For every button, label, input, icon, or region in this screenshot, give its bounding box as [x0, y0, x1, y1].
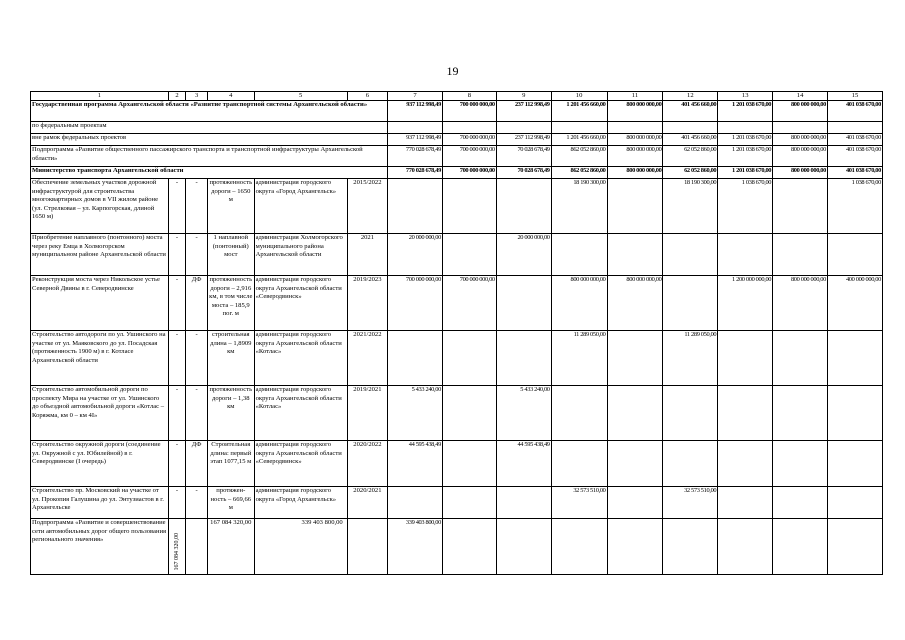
amount-cell: 800 000 000,00 [607, 101, 663, 122]
summary-row [31, 146, 883, 167]
amount-cell: 70 028 678,49 [496, 167, 551, 179]
column-header: 3 [186, 92, 208, 101]
amount-cell [551, 441, 607, 487]
amount-cell: 937 112 998,49 [388, 101, 443, 122]
object-capacity: 1 наплавной (понтонный) мост [208, 234, 255, 276]
amount-cell [718, 441, 773, 487]
page-number: 19 [446, 64, 459, 78]
amount-cell [773, 331, 828, 386]
amount-cell: 770 028 678,49 [388, 146, 443, 167]
object-period: 2020/2021 [347, 487, 387, 519]
amount-cell: 18 190 300,00 [663, 179, 718, 234]
amount-cell: 5 433 240,00 [388, 386, 443, 441]
table-row [31, 441, 883, 487]
amount-cell [663, 234, 718, 276]
object-period: 2015/2022 [347, 179, 387, 234]
table-row [31, 487, 883, 519]
amount-cell: 1 201 038 670,00 [718, 134, 773, 146]
amount-cell: 1 201 038 670,00 [718, 167, 773, 179]
summary-row [31, 122, 883, 134]
table-row [31, 519, 883, 575]
object-customer: администрация городского округа Архангельской области «Северодвинск» [254, 441, 347, 487]
amount-cell [388, 331, 443, 386]
column-header: 5 [254, 92, 347, 101]
amount-cell [828, 234, 883, 276]
amount-cell: 1 201 456 660,00 [551, 134, 607, 146]
object-period: 2019/2021 [347, 386, 387, 441]
summary-label: Государственная программа Архангельской области «Развитие транспортной системы Архангельской области» [31, 101, 388, 122]
vertical-amount-cell [168, 519, 186, 575]
amount-cell [496, 122, 551, 134]
amount-cell [773, 234, 828, 276]
cell-col3: - [186, 179, 208, 234]
amount-cell: 20 000 000,00 [388, 234, 443, 276]
amount-cell: 339 403 800,00 [388, 519, 443, 575]
amount-cell [828, 386, 883, 441]
cell-col3: - [186, 487, 208, 519]
amount-cell: 700 000 000,00 [442, 134, 496, 146]
amount-cell: 237 112 998,49 [496, 134, 551, 146]
amount-cell [718, 386, 773, 441]
amount-cell: 700 000 000,00 [442, 167, 496, 179]
column-header: 13 [718, 92, 773, 101]
amount-cell: 401 038 670,00 [828, 134, 883, 146]
amount-cell [828, 487, 883, 519]
amount-cell [663, 386, 718, 441]
amount-cell: 400 000 000,00 [828, 276, 883, 331]
cell-col3: - [186, 234, 208, 276]
amount-cell [607, 441, 663, 487]
amount-cell [607, 487, 663, 519]
table-cell [607, 519, 663, 575]
amount-cell: 401 038 670,00 [828, 101, 883, 122]
amount-cell: 1 038 670,00 [828, 179, 883, 234]
amount-cell [388, 122, 443, 134]
amount-cell [388, 487, 443, 519]
object-name: Строительство окружной дороги (соединение ул. Окружной с ул. Юбилейной) в г. Северодвинске (I очередь) [31, 441, 169, 487]
object-period: 2021 [347, 234, 387, 276]
amount-cell: 800 000 000,00 [773, 146, 828, 167]
amount-cell [718, 234, 773, 276]
amount-cell: 70 028 678,49 [496, 146, 551, 167]
column-header: 2 [168, 92, 186, 101]
object-customer: администрация городского округа «Город Архангельск» [254, 179, 347, 234]
amount-cell: 62 052 860,00 [663, 146, 718, 167]
amount-cell [773, 487, 828, 519]
amount-cell [496, 487, 551, 519]
object-period: 2019/2023 [347, 276, 387, 331]
amount-cell [496, 331, 551, 386]
amount-cell [773, 386, 828, 441]
summary-row [31, 101, 883, 122]
cell-col2: - [168, 276, 186, 331]
table-cell [663, 519, 718, 575]
amount-cell [773, 122, 828, 134]
object-customer: администрация городского округа Архангельской области «Котлас» [254, 386, 347, 441]
amount-cell: 800 000 000,00 [607, 146, 663, 167]
object-capacity: строительная длина – 1,8909 км [208, 331, 255, 386]
column-header: 8 [442, 92, 496, 101]
column-header: 9 [496, 92, 551, 101]
amount-cell: 401 038 670,00 [828, 146, 883, 167]
amount-cell [663, 441, 718, 487]
amount-cell: 800 000 000,00 [607, 134, 663, 146]
object-name: Приобретение наплавного (понтонного) моста через реку Емца в Холмогорском муниципальном районе Архангельской области [31, 234, 169, 276]
table-cell [442, 519, 496, 575]
amount-cell [388, 179, 443, 234]
amount-cell [496, 179, 551, 234]
amount-cell: 44 595 438,49 [388, 441, 443, 487]
amount-cell: 5 433 240,00 [496, 386, 551, 441]
amount-cell [828, 441, 883, 487]
object-name: Строительство пр. Московский на участке от ул. Прокопия Галушина до ул. Энтузиастов в г. Архангельске [31, 487, 169, 519]
table-cell [551, 519, 607, 575]
table-row [31, 331, 883, 386]
object-name: Обеспечение земельных участков дорожной инфраструктурой для строительства многоквартирных домов в VII жилом районе (ул. Стрелковая – ул. Карпогорская, длиной 1650 м) [31, 179, 169, 234]
amount-cell [551, 122, 607, 134]
amount-cell: 800 000 000,00 [773, 101, 828, 122]
amount-cell [496, 276, 551, 331]
object-capacity: протяжен-ность – 669,66 м [208, 487, 255, 519]
amount-cell [663, 122, 718, 134]
table-cell [718, 519, 773, 575]
object-capacity: протяженность дороги – 2,916 км, в том числе моста – 185,9 пог. м [208, 276, 255, 331]
amount-cell: 1 038 670,00 [718, 179, 773, 234]
budget-table [30, 91, 883, 575]
object-period: 2021/2022 [347, 331, 387, 386]
cell-col2: - [168, 331, 186, 386]
object-customer: администрация городского округа Архангельской области «Котлас» [254, 331, 347, 386]
amount-cell [607, 234, 663, 276]
summary-label: Министерство транспорта Архангельской области [31, 167, 388, 179]
object-capacity: Строительная длина: первый этап 1077,15 м [208, 441, 255, 487]
amount-cell: 800 000 000,00 [551, 276, 607, 331]
table-row [31, 276, 883, 331]
amount-cell: 937 112 998,49 [388, 134, 443, 146]
column-header: 14 [773, 92, 828, 101]
amount-cell: 1 201 456 660,00 [551, 101, 607, 122]
amount-cell: 11 289 050,00 [551, 331, 607, 386]
amount-cell [828, 122, 883, 134]
amount-cell: 32 573 510,00 [551, 487, 607, 519]
amount-cell [773, 441, 828, 487]
amount-cell: 800 000 000,00 [773, 276, 828, 331]
amount-cell [828, 331, 883, 386]
amount-cell [607, 386, 663, 441]
amount-cell [663, 276, 718, 331]
column-header: 15 [828, 92, 883, 101]
table-row [31, 386, 883, 441]
amount-cell: 800 000 000,00 [773, 167, 828, 179]
summary-label: по федеральным проектам [31, 122, 388, 134]
amount-cell: 700 000 000,00 [388, 276, 443, 331]
amount-cell: 862 052 860,00 [551, 146, 607, 167]
object-customer: администрация городского округа «Город Архангельск» [254, 487, 347, 519]
column-header: 10 [551, 92, 607, 101]
cell-col3: - [186, 331, 208, 386]
amount-cell: 237 112 998,49 [496, 101, 551, 122]
column-header: 12 [663, 92, 718, 101]
cell-col3: - [186, 386, 208, 441]
amount-cell [607, 179, 663, 234]
table-cell [773, 519, 828, 575]
amount-cell [442, 234, 496, 276]
column-header: 1 [31, 92, 169, 101]
amount-cell [773, 179, 828, 234]
column-header: 7 [388, 92, 443, 101]
object-name: Строительство автодороги по ул. Ушинского на участке от ул. Маяковского до ул. Посадская (протяженность 1900 м) в г. Котласе Архангельской области [31, 331, 169, 386]
table-cell [828, 519, 883, 575]
amount-cell: 1 200 000 000,00 [718, 276, 773, 331]
vertical-amount: 167 084 320,00 [173, 533, 180, 571]
amount-cell: 401 038 670,00 [828, 167, 883, 179]
amount-cell [442, 331, 496, 386]
cell-col2: - [168, 179, 186, 234]
summary-row [31, 167, 883, 179]
column-header: 11 [607, 92, 663, 101]
object-capacity: протяженность дороги – 1650 м [208, 179, 255, 234]
cell-col2: - [168, 234, 186, 276]
amount-cell [718, 487, 773, 519]
amount-cell: 862 052 860,00 [551, 167, 607, 179]
table-row [31, 179, 883, 234]
cell-col2: - [168, 487, 186, 519]
amount-cell: 18 190 300,00 [551, 179, 607, 234]
amount-cell [442, 487, 496, 519]
amount-cell: 700 000 000,00 [442, 146, 496, 167]
amount-cell: 1 201 038 670,00 [718, 101, 773, 122]
cell-col3: ДФ [186, 441, 208, 487]
object-name: Строительство автомобильной дороги по проспекту Мира на участке от ул. Ушинского до объездной автомобильной дороги «Котлас – Коряжма, км 0 – км 4I» [31, 386, 169, 441]
cell-col3: ДФ [186, 276, 208, 331]
amount-cell [442, 122, 496, 134]
amount-cell: 700 000 000,00 [442, 101, 496, 122]
amount-cell: 339 403 800,00 [254, 519, 347, 575]
object-period: 2020/2022 [347, 441, 387, 487]
column-header: 6 [347, 92, 387, 101]
object-name: Реконструкция моста через Никольское устье Северной Двины в г. Северодвинске [31, 276, 169, 331]
table-cell [347, 519, 387, 575]
amount-cell: 800 000 000,00 [773, 134, 828, 146]
amount-cell: 167 084 320,00 [208, 519, 255, 575]
amount-cell: 401 456 660,00 [663, 101, 718, 122]
amount-cell: 770 028 678,49 [388, 167, 443, 179]
summary-label: вне рамок федеральных проектов [31, 134, 388, 146]
amount-cell [551, 386, 607, 441]
amount-cell: 32 573 510,00 [663, 487, 718, 519]
cell-col2: - [168, 386, 186, 441]
amount-cell: 20 000 000,00 [496, 234, 551, 276]
amount-cell: 11 289 050,00 [663, 331, 718, 386]
amount-cell [718, 122, 773, 134]
amount-cell: 700 000 000,00 [442, 276, 496, 331]
table-cell [186, 519, 208, 575]
object-customer: администрация Холмогорского муниципального района Архангельской области [254, 234, 347, 276]
amount-cell: 800 000 000,00 [607, 276, 663, 331]
amount-cell [607, 331, 663, 386]
summary-label: Подпрограмма «Развитие общественного пассажирского транспорта и транспортной инфраструктуры Архангельской области» [31, 146, 388, 167]
amount-cell [607, 122, 663, 134]
summary-row [31, 134, 883, 146]
header-row [31, 92, 883, 101]
amount-cell: 800 000 000,00 [607, 167, 663, 179]
amount-cell: 44 595 438,49 [496, 441, 551, 487]
amount-cell: 1 201 038 670,00 [718, 146, 773, 167]
column-header: 4 [208, 92, 255, 101]
table-cell [496, 519, 551, 575]
amount-cell: 401 456 660,00 [663, 134, 718, 146]
amount-cell [551, 234, 607, 276]
object-customer: администрация городского округа Архангельской области «Северодвинск» [254, 276, 347, 331]
table-row [31, 234, 883, 276]
amount-cell: 62 052 860,00 [663, 167, 718, 179]
amount-cell [442, 441, 496, 487]
subprogram-label: Подпрограмма «Развитие и совершенствование сети автомобильных дорог общего пользования регионального значения» [31, 519, 169, 575]
object-capacity: протяженность дороги – 1,38 км [208, 386, 255, 441]
cell-col2: - [168, 441, 186, 487]
amount-cell [442, 386, 496, 441]
amount-cell [718, 331, 773, 386]
amount-cell [442, 179, 496, 234]
